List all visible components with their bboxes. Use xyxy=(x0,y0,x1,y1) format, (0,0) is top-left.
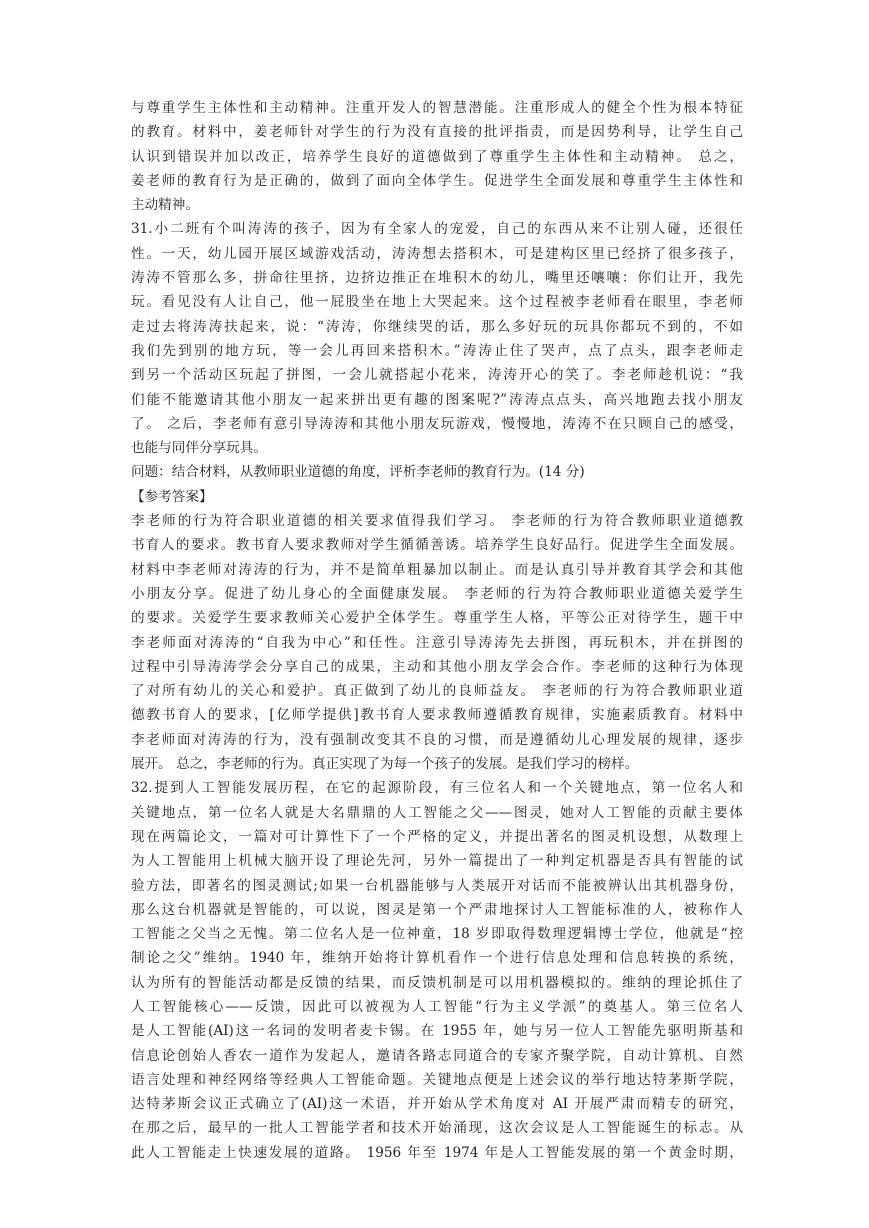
text-line: 在那之后，最早的一批人工智能学者和技术开始涌现，这次会议是人工智能诞生的标志。从 xyxy=(131,1120,743,1137)
text-line: 为人工智能用上机械大脑开设了理论先河，另外一篇提出了一种判定机器是否具有智能的试 xyxy=(131,853,743,870)
text-line: 工智能之父当之无愧。第二位名人是一位神童，18 岁即取得数理逻辑博士学位，他就是“控 xyxy=(131,926,743,943)
text-line: 现在两篇论文，一篇对可计算性下了一个严格的定义，并提出著名的图灵机设想，从数理上 xyxy=(131,828,743,845)
text-line: 【参考答案】 xyxy=(131,488,213,505)
text-line: 32.提到人工智能发展历程，在它的起源阶段，有三位名人和一个关键地点，第一位名人和 xyxy=(131,780,743,797)
text-line: 那么这台机器就是智能的，可以说，图灵是第一个严肃地探讨人工智能标准的人，被称作人 xyxy=(131,901,743,918)
text-line: 的要求。关爱学生要求教师关心爱护全体学生。尊重学生人格，平等公正对待学生，题干中 xyxy=(131,610,743,627)
text-line: 的教育。材料中，姜老师针对学生的行为没有直接的批评指责，而是因势利导，让学生自己 xyxy=(131,124,743,141)
text-line: 问题：结合材料，从教师职业道德的角度，评析李老师的教育行为。(14 分) xyxy=(131,464,585,481)
text-line: 们能不能邀请其他小朋友一起来拼出更有趣的图案呢?”涛涛点点头，高兴地跑去找小朋友 xyxy=(131,391,743,408)
text-line: 了。 之后，李老师有意引导涛涛和其他小朋友玩游戏，慢慢地，涛涛不在只顾自己的感受， xyxy=(131,415,743,432)
text-line: 李老师面对涛涛的行为，没有强制改变其不良的习惯，而是遵循幼儿心理发展的规律，逐步 xyxy=(131,731,743,748)
text-line: 材料中李老师对涛涛的行为，并不是简单粗暴加以制止。而是认真引导并教育其学会和其他 xyxy=(131,561,743,578)
text-line: 性。一天，幼儿园开展区域游戏活动，涛涛想去搭积木，可是建构区里已经挤了很多孩子， xyxy=(131,245,743,262)
text-line: 达特茅斯会议正式确立了(AI)这一术语，并开始从学术角度对 AI 开展严肃而精专的研究， xyxy=(131,1096,743,1113)
text-line: 李老师面对涛涛的“自我为中心”和任性。注意引导涛涛先去拼图，再玩积木，并在拼图的 xyxy=(131,634,743,651)
text-line: 姜老师的教育行为是正确的，做到了面向全体学生。促进学生全面发展和尊重学生主体性和 xyxy=(131,172,743,189)
text-line: 德教书育人的要求，[亿师学提供]教书育人要求教师遵循教育规律，实施素质教育。材料中 xyxy=(131,707,743,724)
text-line: 展开。 总之，李老师的行为。真正实现了为每一个孩子的发展。是我们学习的榜样。 xyxy=(131,756,639,773)
text-line: 制论之父”维纳。1940 年，维纳开始将计算机看作一个进行信息处理和信息转换的系统， xyxy=(131,950,743,967)
text-line: 关键地点，第一位名人就是大名鼎鼎的人工智能之父——图灵，她对人工智能的贡献主要体 xyxy=(131,804,743,821)
text-line: 书育人的要求。教书育人要求教师对学生循循善诱。培养学生良好品行。促进学生全面发展。 xyxy=(131,537,743,554)
text-line: 走过去将涛涛扶起来，说：“涛涛，你继续哭的话，那么多好玩的玩具你都玩不到的，不如 xyxy=(131,318,743,335)
text-line: 玩。看见没有人让自己，他一屁股坐在地上大哭起来。这个过程被李老师看在眼里，李老师 xyxy=(131,294,743,311)
text-line: 过程中引导涛涛学会分享自己的成果，主动和其他小朋友学会合作。李老师的这种行为体现 xyxy=(131,658,743,675)
text-line: 了对所有幼儿的关心和爱护。真正做到了幼儿的良师益友。 李老师的行为符合教师职业道 xyxy=(131,683,743,700)
text-line: 31.小二班有个叫涛涛的孩子，因为有全家人的宠爱，自己的东西从来不让别人碰，还很任 xyxy=(131,221,743,238)
text-line: 涛涛不管那么多，拼命往里挤，边挤边推正在堆积木的幼儿，嘴里还嚷嚷：你们让开，我先 xyxy=(131,270,743,287)
text-line: 也能与同伴分享玩具。 xyxy=(131,440,267,457)
text-line: 此人工智能走上快速发展的道路。 1956 年至 1974 年是人工智能发展的第一个黄金时期， xyxy=(131,1144,743,1161)
text-line: 语言处理和神经网络等经典人工智能命题。关键地点便是上述会议的举行地达特茅斯学院， xyxy=(131,1071,743,1088)
document-body xyxy=(131,96,743,1165)
text-line: 我们先到别的地方玩，等一会儿再回来搭积木。”涛涛止住了哭声，点了点头，跟李老师走 xyxy=(131,342,743,359)
text-line: 到另一个活动区玩起了拼图，一会儿就搭起小花来，涛涛开心的笑了。李老师趁机说：“我 xyxy=(131,367,743,384)
text-line: 李老师的行为符合职业道德的相关要求值得我们学习。 李老师的行为符合教师职业道德教 xyxy=(131,513,743,530)
text-line: 认为所有的智能活动都是反馈的结果，而反馈机制是可以用机器模拟的。维纳的理论抓住了 xyxy=(131,974,743,991)
text-line: 是人工智能(AI)这一名词的发明者麦卡锡。在 1955 年，她与另一位人工智能先驱明斯基和 xyxy=(131,1023,743,1040)
text-line: 认识到错误并加以改正，培养学生良好的道德做到了尊重学生主体性和主动精神。 总之， xyxy=(131,148,743,165)
text-line: 验方法，即著名的图灵测试;如果一台机器能够与人类展开对话而不能被辨认出其机器身份， xyxy=(131,877,743,894)
text-line: 信息论创始人香农一道作为发起人，邀请各路志同道合的专家齐聚学院，自动计算机、自然 xyxy=(131,1047,743,1064)
text-line: 小朋友分享。促进了幼儿身心的全面健康发展。 李老师的行为符合教师职业道德关爱学生 xyxy=(131,585,743,602)
text-line: 人工智能核心——反馈，因此可以被视为人工智能“行为主义学派”的奠基人。第三位名人 xyxy=(131,998,743,1015)
text-line: 与尊重学生主体性和主动精神。注重开发人的智慧潜能。注重形成人的健全个性为根本特征 xyxy=(131,100,743,116)
text-line: 主动精神。 xyxy=(131,197,199,214)
